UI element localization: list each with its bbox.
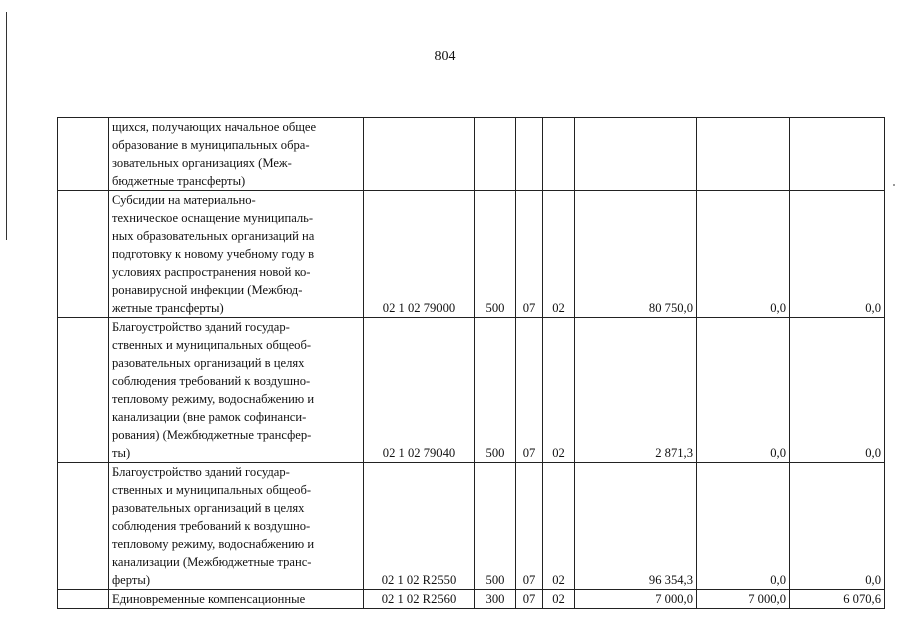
item-name-line: разовательных организаций в целях [112, 356, 305, 370]
table-row [58, 191, 885, 318]
item-name-line: Благоустройство зданий государ- [112, 465, 290, 479]
expense-type: 500 [475, 318, 516, 463]
expense-type: 500 [475, 463, 516, 590]
item-name-line: бюджетные трансферты) [112, 174, 246, 188]
subsection-code: 02 [543, 318, 575, 463]
target-code [364, 118, 475, 191]
item-name-line: канализации (вне рамок софинанси- [112, 410, 307, 424]
item-name-line: подготовку к новому учебному году в [112, 247, 315, 261]
item-name [109, 118, 364, 191]
subsection-code: 02 [543, 191, 575, 318]
item-name [109, 318, 364, 463]
expense-type: 300 [475, 590, 516, 609]
scan-edge-line [6, 12, 7, 240]
target-code: 02 1 02 R2560 [364, 590, 475, 609]
amount-year-2 [697, 118, 790, 191]
empty-cell [58, 463, 109, 590]
amount-year-2: 0,0 [697, 463, 790, 590]
item-name-line: техническое оснащение муниципаль- [112, 211, 314, 225]
item-name-line: соблюдения требований к воздушно- [112, 374, 311, 388]
amount-year-1: 2 871,3 [575, 318, 697, 463]
budget-table [57, 117, 885, 609]
subsection-code: 02 [543, 590, 575, 609]
item-name-line: ственных и муниципальных общеоб- [112, 483, 312, 497]
table-row [58, 590, 885, 609]
item-name-line: тепловому режиму, водоснабжению и [112, 537, 315, 551]
amount-year-1: 7 000,0 [575, 590, 697, 609]
table-row [58, 463, 885, 590]
item-name-line: рования) (Межбюджетные трансфер- [112, 428, 312, 442]
item-name-line: разовательных организаций в целях [112, 501, 305, 515]
amount-year-2: 0,0 [697, 318, 790, 463]
expense-type [475, 118, 516, 191]
amount-year-3: 0,0 [790, 463, 885, 590]
item-name-line: жетные трансферты) [112, 301, 224, 315]
item-name-line: зовательных организациях (Меж- [112, 156, 292, 170]
amount-year-2: 7 000,0 [697, 590, 790, 609]
amount-year-1 [575, 118, 697, 191]
item-name-line: канализации (Межбюджетные транс- [112, 555, 312, 569]
expense-type: 500 [475, 191, 516, 318]
amount-year-3: 0,0 [790, 318, 885, 463]
amount-year-3: 0,0 [790, 191, 885, 318]
empty-cell [58, 118, 109, 191]
amount-year-1: 80 750,0 [575, 191, 697, 318]
amount-year-1: 96 354,3 [575, 463, 697, 590]
section-code: 07 [516, 590, 543, 609]
item-name-line: ронавирусной инфекции (Межбюд- [112, 283, 303, 297]
table-row [58, 318, 885, 463]
subsection-code: 02 [543, 463, 575, 590]
section-code: 07 [516, 318, 543, 463]
section-code [516, 118, 543, 191]
page-number: 804 [434, 49, 456, 64]
target-code: 02 1 02 R2550 [364, 463, 475, 590]
item-name-line: Субсидии на материально- [112, 193, 256, 207]
amount-year-2: 0,0 [697, 191, 790, 318]
section-code: 07 [516, 191, 543, 318]
item-name-line: образование в муниципальных обра- [112, 138, 310, 152]
subsection-code [543, 118, 575, 191]
section-code: 07 [516, 463, 543, 590]
empty-cell [58, 590, 109, 609]
item-name [109, 590, 364, 609]
item-name-line: щихся, получающих начальное общее [112, 120, 317, 134]
item-name-line: ферты) [112, 573, 151, 587]
item-name-line: Единовременные компенсационные [112, 592, 306, 606]
item-name [109, 191, 364, 318]
empty-cell [58, 318, 109, 463]
scan-speck [893, 184, 895, 186]
item-name-line: Благоустройство зданий государ- [112, 320, 290, 334]
table-row [58, 118, 885, 191]
item-name-line: соблюдения требований к воздушно- [112, 519, 311, 533]
item-name-line: ственных и муниципальных общеоб- [112, 338, 312, 352]
item-name [109, 463, 364, 590]
item-name-line: условиях распространения новой ко- [112, 265, 311, 279]
item-name-line: ты) [112, 446, 131, 460]
empty-cell [58, 191, 109, 318]
target-code: 02 1 02 79040 [364, 318, 475, 463]
amount-year-3: 6 070,6 [790, 590, 885, 609]
target-code: 02 1 02 79000 [364, 191, 475, 318]
item-name-line: тепловому режиму, водоснабжению и [112, 392, 315, 406]
amount-year-3 [790, 118, 885, 191]
item-name-line: ных образовательных организаций на [112, 229, 315, 243]
